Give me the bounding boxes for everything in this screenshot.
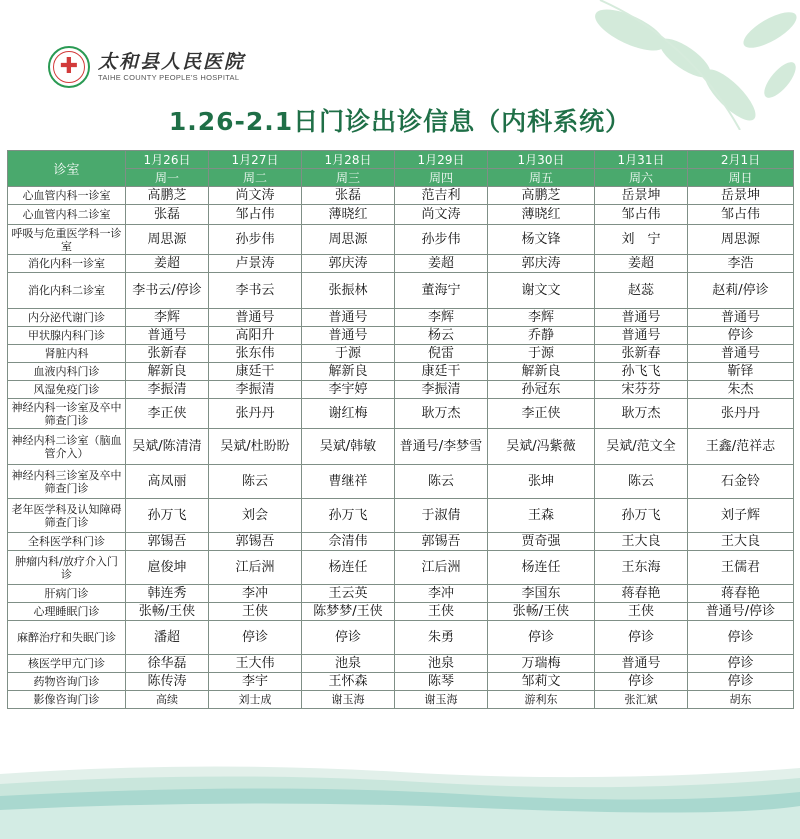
doctor-cell: 赵莉/停诊 — [688, 273, 794, 309]
department-cell: 风湿免疫门诊 — [8, 381, 126, 399]
doctor-cell: 倪雷 — [395, 345, 488, 363]
department-cell: 内分泌代谢门诊 — [8, 309, 126, 327]
doctor-cell: 李冲 — [209, 585, 302, 603]
doctor-cell: 李浩 — [688, 255, 794, 273]
weekday-header: 周二 — [209, 169, 302, 187]
doctor-cell: 韩连秀 — [126, 585, 209, 603]
doctor-cell: 李冲 — [395, 585, 488, 603]
doctor-cell: 于源 — [488, 345, 595, 363]
doctor-cell: 停诊 — [302, 621, 395, 655]
schedule-table — [7, 150, 794, 709]
doctor-cell: 王侠 — [395, 603, 488, 621]
doctor-cell: 于源 — [302, 345, 395, 363]
date-header: 1月29日 — [395, 151, 488, 169]
doctor-cell: 李辉 — [488, 309, 595, 327]
table-row — [8, 621, 794, 655]
doctor-cell: 万瑞梅 — [488, 655, 595, 673]
doctor-cell: 岳景坤 — [595, 187, 688, 205]
department-cell: 血液内科门诊 — [8, 363, 126, 381]
doctor-cell: 杨连任 — [302, 551, 395, 585]
doctor-cell: 佘清伟 — [302, 533, 395, 551]
doctor-cell: 董海宁 — [395, 273, 488, 309]
doctor-cell: 吴斌/范文全 — [595, 429, 688, 465]
doctor-cell: 李振清 — [395, 381, 488, 399]
hospital-logo — [48, 46, 90, 88]
doctor-cell: 李辉 — [126, 309, 209, 327]
doctor-cell: 尚文涛 — [395, 205, 488, 225]
doctor-cell: 停诊 — [688, 673, 794, 691]
doctor-cell: 王儒君 — [688, 551, 794, 585]
doctor-cell: 谢文文 — [488, 273, 595, 309]
doctor-cell: 张汇斌 — [595, 691, 688, 709]
doctor-cell: 李国东 — [488, 585, 595, 603]
doctor-cell: 张坤 — [488, 465, 595, 499]
doctor-cell: 谢玉海 — [302, 691, 395, 709]
doctor-cell: 停诊 — [488, 621, 595, 655]
doctor-cell: 王侠 — [595, 603, 688, 621]
doctor-cell: 王大良 — [688, 533, 794, 551]
doctor-cell: 蒋春艳 — [688, 585, 794, 603]
doctor-cell: 张振林 — [302, 273, 395, 309]
doctor-cell: 普通号 — [595, 327, 688, 345]
doctor-cell: 普通号 — [595, 655, 688, 673]
table-row — [8, 655, 794, 673]
doctor-cell: 停诊 — [209, 621, 302, 655]
doctor-cell: 陈琴 — [395, 673, 488, 691]
doctor-cell: 郭庆涛 — [302, 255, 395, 273]
doctor-cell: 赵蕊 — [595, 273, 688, 309]
table-row — [8, 585, 794, 603]
table-row — [8, 255, 794, 273]
doctor-cell: 周思源 — [302, 225, 395, 255]
doctor-cell: 停诊 — [688, 327, 794, 345]
cross-icon: ✚ — [59, 54, 79, 79]
department-cell: 神经内科二诊室（脑血管介入） — [8, 429, 126, 465]
table-row — [8, 603, 794, 621]
doctor-cell: 普通号 — [209, 309, 302, 327]
doctor-cell: 普通号/李梦雪 — [395, 429, 488, 465]
department-cell: 消化内科二诊室 — [8, 273, 126, 309]
doctor-cell: 陈梦梦/王侠 — [302, 603, 395, 621]
doctor-cell: 王鑫/范祥志 — [688, 429, 794, 465]
date-header: 1月28日 — [302, 151, 395, 169]
department-cell: 甲状腺内科门诊 — [8, 327, 126, 345]
doctor-cell: 李书云/停诊 — [126, 273, 209, 309]
table-row — [8, 187, 794, 205]
doctor-cell: 孙步伟 — [209, 225, 302, 255]
doctor-cell: 王怀森 — [302, 673, 395, 691]
doctor-cell: 高鹏芝 — [488, 187, 595, 205]
doctor-cell: 岳景坤 — [688, 187, 794, 205]
doctor-cell: 孙万飞 — [126, 499, 209, 533]
doctor-cell: 解新良 — [302, 363, 395, 381]
doctor-cell: 李宇 — [209, 673, 302, 691]
doctor-cell: 王东海 — [595, 551, 688, 585]
doctor-cell: 李辉 — [395, 309, 488, 327]
doctor-cell: 尚文涛 — [209, 187, 302, 205]
date-header: 1月26日 — [126, 151, 209, 169]
department-cell: 神经内科一诊室及卒中筛查门诊 — [8, 399, 126, 429]
doctor-cell: 李正侠 — [488, 399, 595, 429]
doctor-cell: 杨云 — [395, 327, 488, 345]
date-header: 2月1日 — [688, 151, 794, 169]
doctor-cell: 邹占伟 — [688, 205, 794, 225]
doctor-cell: 李振清 — [209, 381, 302, 399]
table-row — [8, 551, 794, 585]
weekday-header: 周日 — [688, 169, 794, 187]
doctor-cell: 郭锡吾 — [395, 533, 488, 551]
doctor-cell: 于淑倩 — [395, 499, 488, 533]
doctor-cell: 停诊 — [688, 655, 794, 673]
doctor-cell: 普通号 — [688, 345, 794, 363]
doctor-cell: 陈云 — [209, 465, 302, 499]
doctor-cell: 吴斌/杜盼盼 — [209, 429, 302, 465]
doctor-cell: 郭锡吾 — [209, 533, 302, 551]
doctor-cell: 张新春 — [126, 345, 209, 363]
doctor-cell: 普通号 — [595, 309, 688, 327]
doctor-cell: 江后洲 — [395, 551, 488, 585]
doctor-cell: 张畅/王侠 — [126, 603, 209, 621]
doctor-cell: 刘 宁 — [595, 225, 688, 255]
hospital-name-cn: 太和县人民医院 — [98, 51, 246, 73]
department-cell: 肿瘤内科/放疗介入门诊 — [8, 551, 126, 585]
department-cell: 核医学甲亢门诊 — [8, 655, 126, 673]
doctor-cell: 张东伟 — [209, 345, 302, 363]
doctor-cell: 陈云 — [595, 465, 688, 499]
doctor-cell: 徐华磊 — [126, 655, 209, 673]
department-cell: 药物咨询门诊 — [8, 673, 126, 691]
doctor-cell: 扈俊坤 — [126, 551, 209, 585]
department-cell: 心理睡眠门诊 — [8, 603, 126, 621]
doctor-cell: 池泉 — [395, 655, 488, 673]
weekday-header: 周一 — [126, 169, 209, 187]
date-header: 1月31日 — [595, 151, 688, 169]
doctor-cell: 孙飞飞 — [595, 363, 688, 381]
doctor-cell: 孙万飞 — [302, 499, 395, 533]
doctor-cell: 张丹丹 — [688, 399, 794, 429]
doctor-cell: 李宇婷 — [302, 381, 395, 399]
hospital-name-en: TAIHE COUNTY PEOPLE'S HOSPITAL — [98, 73, 240, 82]
doctor-cell: 吴斌/陈清清 — [126, 429, 209, 465]
doctor-cell: 吴斌/韩敏 — [302, 429, 395, 465]
hospital-name-block — [98, 51, 245, 83]
table-row — [8, 533, 794, 551]
doctor-cell: 潘超 — [126, 621, 209, 655]
weekday-header: 周六 — [595, 169, 688, 187]
doctor-cell: 谢红梅 — [302, 399, 395, 429]
table-row — [8, 363, 794, 381]
doctor-cell: 靳铎 — [688, 363, 794, 381]
table-row — [8, 465, 794, 499]
doctor-cell: 停诊 — [595, 621, 688, 655]
doctor-cell: 停诊 — [595, 673, 688, 691]
weekday-header: 周三 — [302, 169, 395, 187]
doctor-cell: 孙冠东 — [488, 381, 595, 399]
doctor-cell: 邹莉文 — [488, 673, 595, 691]
doctor-cell: 王大良 — [595, 533, 688, 551]
doctor-cell: 孙万飞 — [595, 499, 688, 533]
doctor-cell: 池泉 — [302, 655, 395, 673]
department-cell: 肝病门诊 — [8, 585, 126, 603]
doctor-cell: 周思源 — [688, 225, 794, 255]
date-header-row — [8, 151, 794, 169]
department-cell: 老年医学科及认知障碍筛查门诊 — [8, 499, 126, 533]
doctor-cell: 吴斌/冯紫薇 — [488, 429, 595, 465]
table-row — [8, 205, 794, 225]
table-row — [8, 499, 794, 533]
department-cell: 神经内科三诊室及卒中筛查门诊 — [8, 465, 126, 499]
doctor-cell: 耿万杰 — [395, 399, 488, 429]
doctor-cell: 曹继祥 — [302, 465, 395, 499]
doctor-cell: 王云英 — [302, 585, 395, 603]
doctor-cell: 杨连任 — [488, 551, 595, 585]
doctor-cell: 康廷干 — [209, 363, 302, 381]
doctor-cell: 张畅/王侠 — [488, 603, 595, 621]
doctor-cell: 李书云 — [209, 273, 302, 309]
table-row — [8, 273, 794, 309]
doctor-cell: 石金铃 — [688, 465, 794, 499]
doctor-cell: 普通号 — [126, 327, 209, 345]
doctor-cell: 游利东 — [488, 691, 595, 709]
doctor-cell: 王侠 — [209, 603, 302, 621]
doctor-cell: 陈传涛 — [126, 673, 209, 691]
doctor-cell: 王森 — [488, 499, 595, 533]
department-cell: 影像咨询门诊 — [8, 691, 126, 709]
doctor-cell: 薄晓红 — [302, 205, 395, 225]
table-row — [8, 327, 794, 345]
doctor-cell: 杨文锋 — [488, 225, 595, 255]
department-cell: 麻醉治疗和失眠门诊 — [8, 621, 126, 655]
date-header: 1月30日 — [488, 151, 595, 169]
doctor-cell: 郭锡吾 — [126, 533, 209, 551]
doctor-cell: 张磊 — [126, 205, 209, 225]
doctor-cell: 普通号 — [688, 309, 794, 327]
department-cell: 全科医学科门诊 — [8, 533, 126, 551]
page-title: 1.26-2.1日门诊出诊信息（内科系统） — [168, 107, 632, 136]
doctor-cell: 解新良 — [126, 363, 209, 381]
doctor-cell: 耿万杰 — [595, 399, 688, 429]
doctor-cell: 普通号 — [302, 327, 395, 345]
table-row — [8, 691, 794, 709]
table-row — [8, 225, 794, 255]
doctor-cell: 康廷干 — [395, 363, 488, 381]
corner-header: 诊室 — [8, 151, 126, 187]
doctor-cell: 周思源 — [126, 225, 209, 255]
department-cell: 心血管内科一诊室 — [8, 187, 126, 205]
doctor-cell: 李振清 — [126, 381, 209, 399]
doctor-cell: 高续 — [126, 691, 209, 709]
table-row — [8, 673, 794, 691]
doctor-cell: 朱杰 — [688, 381, 794, 399]
weekday-header-row — [8, 169, 794, 187]
doctor-cell: 刘士成 — [209, 691, 302, 709]
doctor-cell: 邹占伟 — [595, 205, 688, 225]
doctor-cell: 贾奇强 — [488, 533, 595, 551]
doctor-cell: 停诊 — [688, 621, 794, 655]
doctor-cell: 李正侠 — [126, 399, 209, 429]
doctor-cell: 高凤丽 — [126, 465, 209, 499]
table-row — [8, 381, 794, 399]
doctor-cell: 孙步伟 — [395, 225, 488, 255]
schedule-body — [8, 187, 794, 709]
doctor-cell: 卢景涛 — [209, 255, 302, 273]
doctor-cell: 解新良 — [488, 363, 595, 381]
doctor-cell: 范吉利 — [395, 187, 488, 205]
doctor-cell: 郭庆涛 — [488, 255, 595, 273]
doctor-cell: 谢玉海 — [395, 691, 488, 709]
doctor-cell: 普通号/停诊 — [688, 603, 794, 621]
weekday-header: 周五 — [488, 169, 595, 187]
doctor-cell: 王大伟 — [209, 655, 302, 673]
department-cell: 消化内科一诊室 — [8, 255, 126, 273]
doctor-cell: 乔静 — [488, 327, 595, 345]
doctor-cell: 薄晓红 — [488, 205, 595, 225]
doctor-cell: 姜超 — [395, 255, 488, 273]
doctor-cell: 邹占伟 — [209, 205, 302, 225]
weekday-header: 周四 — [395, 169, 488, 187]
doctor-cell: 朱勇 — [395, 621, 488, 655]
department-cell: 心血管内科二诊室 — [8, 205, 126, 225]
doctor-cell: 张磊 — [302, 187, 395, 205]
doctor-cell: 张新春 — [595, 345, 688, 363]
doctor-cell: 姜超 — [595, 255, 688, 273]
doctor-cell: 刘子辉 — [688, 499, 794, 533]
hospital-header — [48, 44, 245, 90]
doctor-cell: 姜超 — [126, 255, 209, 273]
doctor-cell: 陈云 — [395, 465, 488, 499]
department-cell: 呼吸与危重医学科一诊室 — [8, 225, 126, 255]
department-cell: 肾脏内科 — [8, 345, 126, 363]
doctor-cell: 普通号 — [302, 309, 395, 327]
doctor-cell: 高鹏芝 — [126, 187, 209, 205]
table-row — [8, 309, 794, 327]
doctor-cell: 宋芬芬 — [595, 381, 688, 399]
doctor-cell: 刘会 — [209, 499, 302, 533]
doctor-cell: 张丹丹 — [209, 399, 302, 429]
table-row — [8, 429, 794, 465]
doctor-cell: 高阳升 — [209, 327, 302, 345]
doctor-cell: 蒋春艳 — [595, 585, 688, 603]
table-row — [8, 345, 794, 363]
doctor-cell: 胡东 — [688, 691, 794, 709]
date-header: 1月27日 — [209, 151, 302, 169]
doctor-cell: 江后洲 — [209, 551, 302, 585]
table-row — [8, 399, 794, 429]
decorative-waves — [0, 752, 800, 839]
